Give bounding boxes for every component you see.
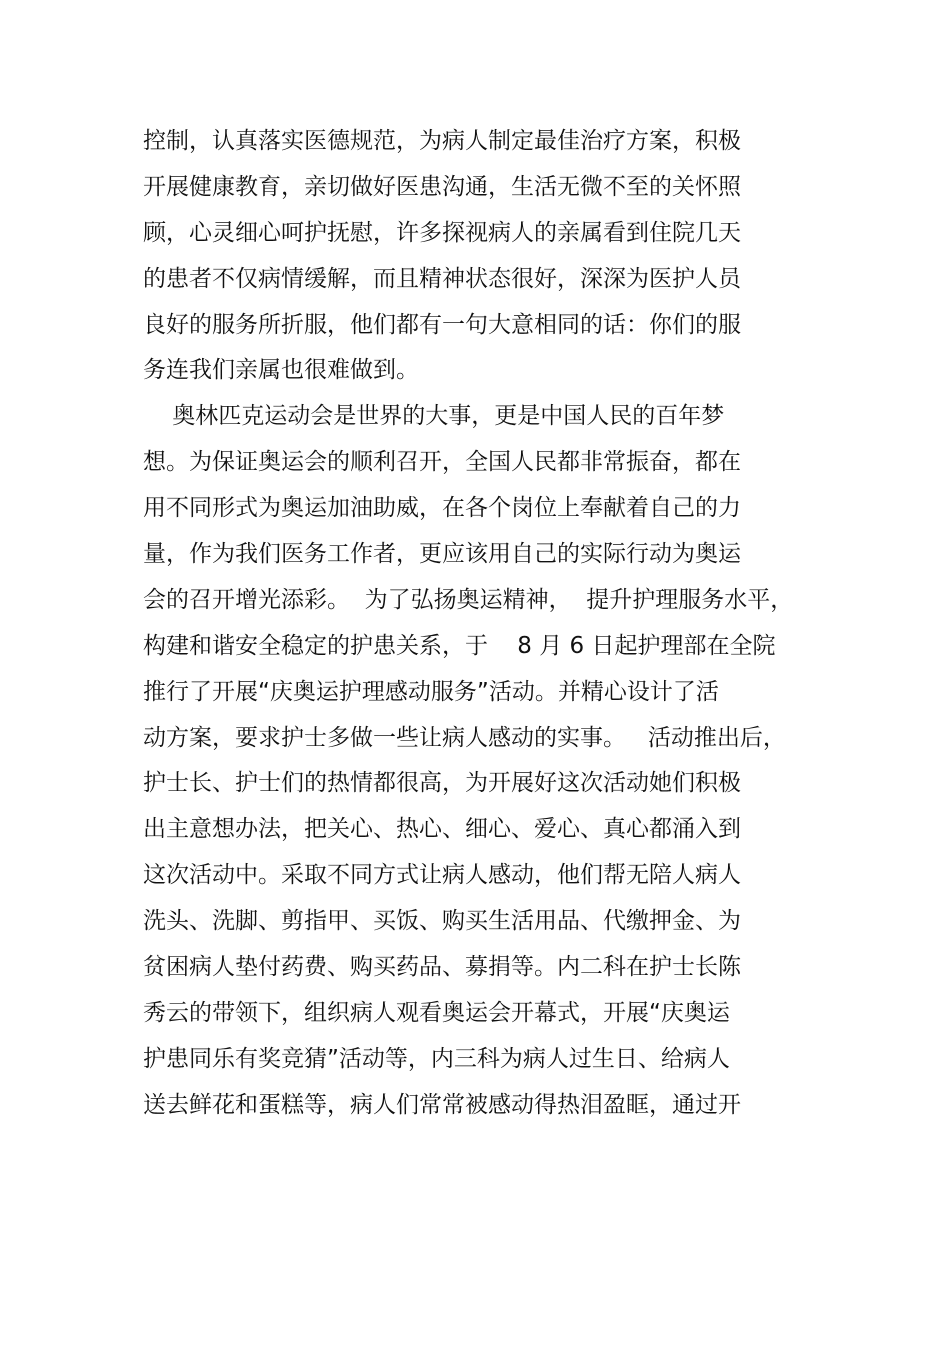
text-line: 奥林匹克运动会是世界的大事，更是中国人民的百年梦 — [143, 403, 725, 430]
text-line: 务连我们亲属也很难做到。 — [143, 357, 419, 384]
text-line: 动方案，要求护士多做一些让病人感动的实事。 活动推出后， — [143, 724, 786, 751]
text-line: 这次活动中。采取不同方式让病人感动，他们帮无陪人病人 — [143, 862, 741, 889]
text-line: 出主意想办法，把关心、热心、细心、爱心、真心都涌入到 — [143, 816, 741, 843]
text-line: 想。为保证奥运会的顺利召开，全国人民都非常振奋，都在 — [143, 449, 741, 476]
text-line: 秀云的带领下，组织病人观看奥运会开幕式，开展“庆奥运 — [143, 999, 730, 1026]
text-line: 顾，心灵细心呵护抚慰，许多探视病人的亲属看到住院几天 — [143, 219, 741, 246]
text-line: 控制，认真落实医德规范，为病人制定最佳治疗方案，积极 — [143, 128, 741, 154]
text-line: 推行了开展“庆奥运护理感动服务”活动。并精心设计了活 — [143, 678, 719, 705]
text-line: 构建和谐安全稳定的护患关系，于 8 月 6 日起护理部在全院 — [143, 632, 776, 659]
text-line: 会的召开增光添彩。 为了弘扬奥运精神， 提升护理服务水平， — [143, 586, 794, 613]
body-text — [143, 119, 823, 1129]
text-line: 良好的服务所折服，他们都有一句大意相同的话：你们的服 — [143, 311, 741, 338]
text-line: 量，作为我们医务工作者，更应该用自己的实际行动为奥运 — [143, 541, 741, 568]
text-line: 护患同乐有奖竞猜”活动等，内三科为病人过生日、给病人 — [143, 1045, 730, 1072]
text-line: 洗头、洗脚、剪指甲、买饭、购买生活用品、代缴押金、为 — [143, 908, 741, 935]
text-line: 的患者不仅病情缓解，而且精神状态很好，深深为医护人员 — [143, 265, 741, 292]
text-line: 送去鲜花和蛋糕等，病人们常常被感动得热泪盈眶，通过开 — [143, 1091, 741, 1118]
text-line: 用不同形式为奥运加油助威，在各个岗位上奉献着自己的力 — [143, 495, 741, 522]
text-line: 开展健康教育，亲切做好医患沟通，生活无微不至的关怀照 — [143, 173, 741, 200]
text-line: 护士长、护士们的热情都很高，为开展好这次活动她们积极 — [143, 770, 741, 797]
text-line: 贫困病人垫付药费、购买药品、募捐等。内二科在护士长陈 — [143, 954, 741, 981]
